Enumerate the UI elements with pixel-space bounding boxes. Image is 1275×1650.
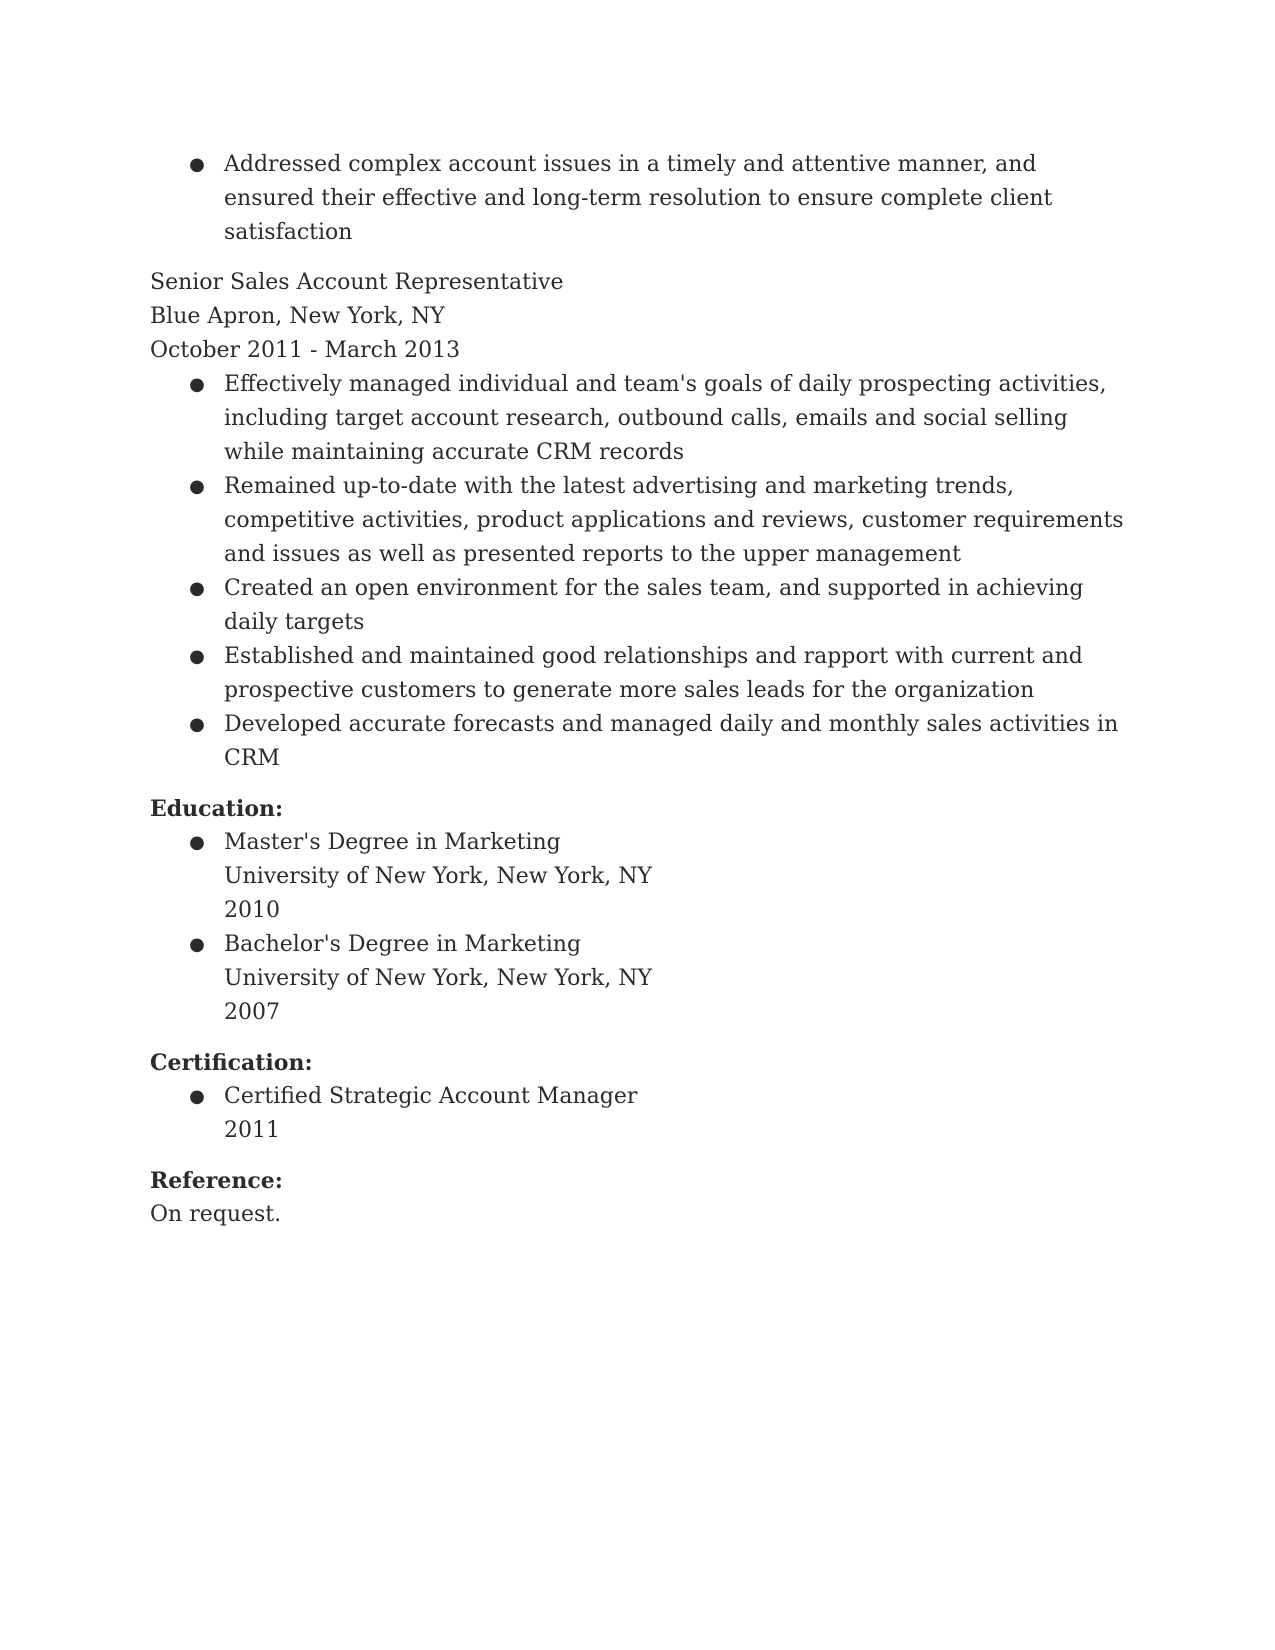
- education-heading: Education:: [150, 796, 284, 822]
- education-school: University of New York, New York, NY: [224, 864, 653, 889]
- education-year: 2007: [224, 1000, 280, 1025]
- job-dates: October 2011 - March 2013: [150, 338, 461, 363]
- reference-heading: Reference:: [150, 1168, 283, 1194]
- list-item: [189, 928, 1130, 1030]
- reference-section: [150, 1164, 1130, 1232]
- bullet-icon: ●: [189, 934, 205, 955]
- bullet-icon: ●: [189, 154, 205, 175]
- bullet-text: Established and maintained good relationships and rapport with current and prospective customers to generate more sales leads for the organization: [224, 644, 1083, 703]
- reference-text: On request.: [150, 1202, 282, 1227]
- job-entry: [150, 266, 1130, 776]
- certification-heading: Certification:: [150, 1050, 313, 1076]
- bullet-text: Remained up-to-date with the latest advertising and marketing trends, competitive activities, product applications and reviews, customer requirements and issues as well as presented reports to the upper management: [224, 474, 1124, 567]
- bullet-icon: ●: [189, 374, 205, 395]
- bullet-text: Effectively managed individual and team's goals of daily prospecting activities, including target account research, outbound calls, emails and social selling while maintaining accurate CRM records: [224, 372, 1107, 465]
- bullet-icon: ●: [189, 1086, 205, 1107]
- list-item: [189, 470, 1130, 572]
- education-degree: Bachelor's Degree in Marketing: [224, 932, 582, 957]
- bullet-icon: ●: [189, 476, 205, 497]
- list-item: [189, 148, 1130, 250]
- job-bullet-list: [150, 368, 1130, 776]
- education-degree: Master's Degree in Marketing: [224, 830, 561, 855]
- bullet-text: Developed accurate forecasts and managed daily and monthly sales activities in CRM: [224, 712, 1119, 771]
- education-list: [150, 826, 1130, 1030]
- education-section: [150, 792, 1130, 1030]
- bullet-text: Addressed complex account issues in a timely and attentive manner, and ensured their effective and long-term resolution to ensure complete client satisfaction: [224, 152, 1053, 245]
- certification-list: [150, 1080, 1130, 1148]
- list-item: [189, 708, 1130, 776]
- job-company: Blue Apron, New York, NY: [150, 304, 445, 329]
- list-item: [189, 1080, 1130, 1148]
- bullet-icon: ●: [189, 646, 205, 667]
- bullet-icon: ●: [189, 832, 205, 853]
- list-item: [189, 368, 1130, 470]
- education-year: 2010: [224, 898, 280, 923]
- bullet-text: Created an open environment for the sales team, and supported in achieving daily targets: [224, 576, 1084, 635]
- list-item: [189, 826, 1130, 928]
- bullet-icon: ●: [189, 578, 205, 599]
- certification-name: Certified Strategic Account Manager: [224, 1084, 638, 1109]
- continued-bullet-list: [150, 148, 1130, 250]
- certification-section: [150, 1046, 1130, 1148]
- resume-content: [150, 148, 1130, 1232]
- list-item: [189, 640, 1130, 708]
- education-school: University of New York, New York, NY: [224, 966, 653, 991]
- bullet-icon: ●: [189, 714, 205, 735]
- certification-year: 2011: [224, 1118, 280, 1143]
- list-item: [189, 572, 1130, 640]
- job-title: Senior Sales Account Representative: [150, 270, 564, 295]
